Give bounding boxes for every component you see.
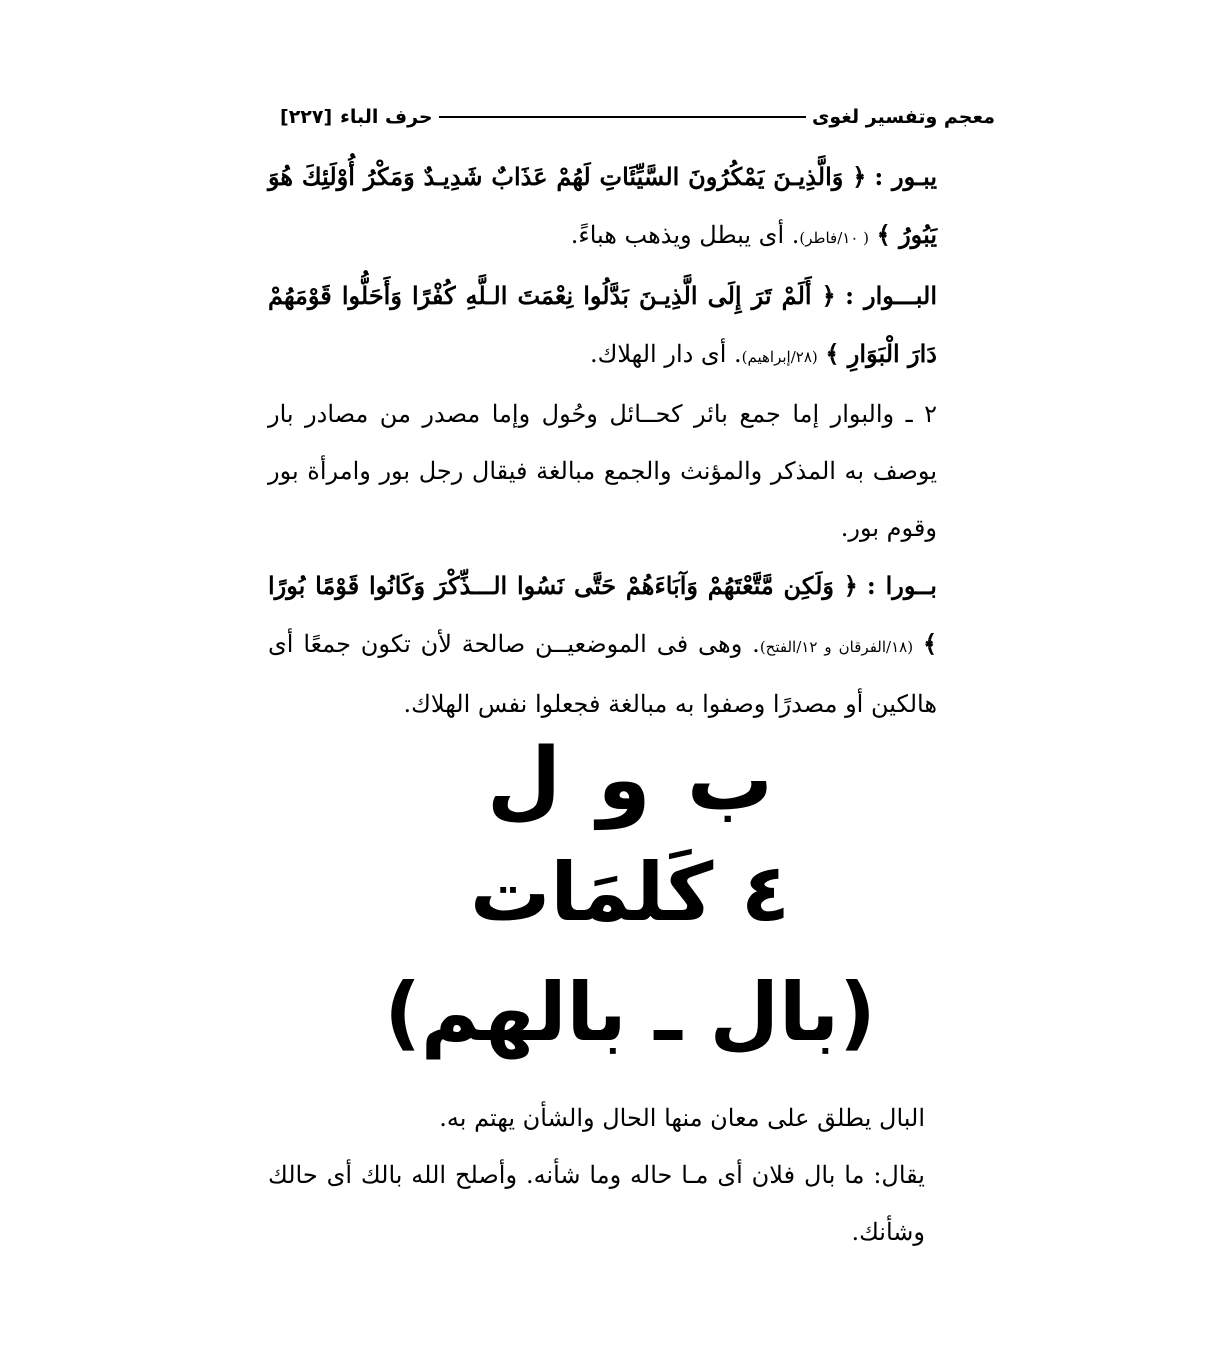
verse-reference: (١٨/الفرقان و ١٢/الفتح) xyxy=(759,638,914,656)
entry-bura xyxy=(268,557,995,733)
page-number: [٢٢٧] xyxy=(280,106,333,128)
entry-yabur xyxy=(268,148,995,267)
verse-reference: (٢٨/إبراهيم) xyxy=(741,348,818,366)
book-title: معجم وتفسير لغوى xyxy=(811,106,995,128)
entry-explanation: . وهى فى الموضعيــن صالحة لأن تكون جمعًا أى هالكين أو مصدرًا وصفوا به مبالغة فجعلوا نفس الهلاك. xyxy=(268,630,937,718)
entries-block xyxy=(268,148,995,733)
entry-albawar xyxy=(268,267,995,386)
header-rule xyxy=(439,116,806,118)
word-count-heading: ٤ كَلمَات xyxy=(470,846,790,939)
quran-verse: ﴿ وَلَكِن مَّتَّعْتَهُمْ وَآبَاءَهُمْ حَتَّى نَسُوا الـــذِّكْرَ وَكَانُوا قَوْمًا بُورًا ﴾ xyxy=(268,571,937,658)
section-name: حرف الباء xyxy=(340,106,433,128)
running-header xyxy=(280,100,995,134)
entry-term: بــورا : xyxy=(866,571,937,600)
note-paragraph: ٢ ـ والبوار إما جمع بائر كحــائل وحُول وإما مصدر من مصادر بار يوصف به المذكر والمؤنث والجمع مبالغة فيقال رجل بور وامرأة بور وقوم بور. xyxy=(268,400,937,542)
verse-reference: ( ١٠/فاطر) xyxy=(799,229,870,247)
quran-verse: ﴿ أَلَمْ تَرَ إِلَى الَّذِيـنَ بَدَّلُوا نِعْمَتَ الـلَّهِ كُفْرًا وَأَحَلُّوا قَوْمَهُمْ دَارَ الْبَوَارِ ﴾ xyxy=(268,281,937,368)
definition-line: يقال: ما بال فلان أى مـا حاله وما شأنه. وأصلح الله بالك أى حالك وشأنك. xyxy=(268,1161,925,1246)
entry-term: يبـور : xyxy=(874,162,937,191)
root-letters-heading: ب و ل xyxy=(486,730,774,830)
definition-block xyxy=(268,1090,983,1261)
definition-line: البال يطلق على معان منها الحال والشأن يهتم به. xyxy=(439,1104,925,1132)
entry-explanation: . أى يبطل ويذهب هباءً. xyxy=(570,221,800,249)
words-list-heading: (بال ـ بالهم) xyxy=(384,966,876,1059)
entry-term: البـــوار : xyxy=(845,281,937,310)
quran-verse: ﴿ وَالَّذِيـنَ يَمْكُرُونَ السَّيِّئَاتِ لَهُمْ عَذَابٌ شَدِيـدٌ وَمَكْرُ أُوْلَئِكَ هُوَ يَبُورُ ﴾ xyxy=(268,162,937,249)
entry-explanation: . أى دار الهلاك. xyxy=(589,340,742,368)
